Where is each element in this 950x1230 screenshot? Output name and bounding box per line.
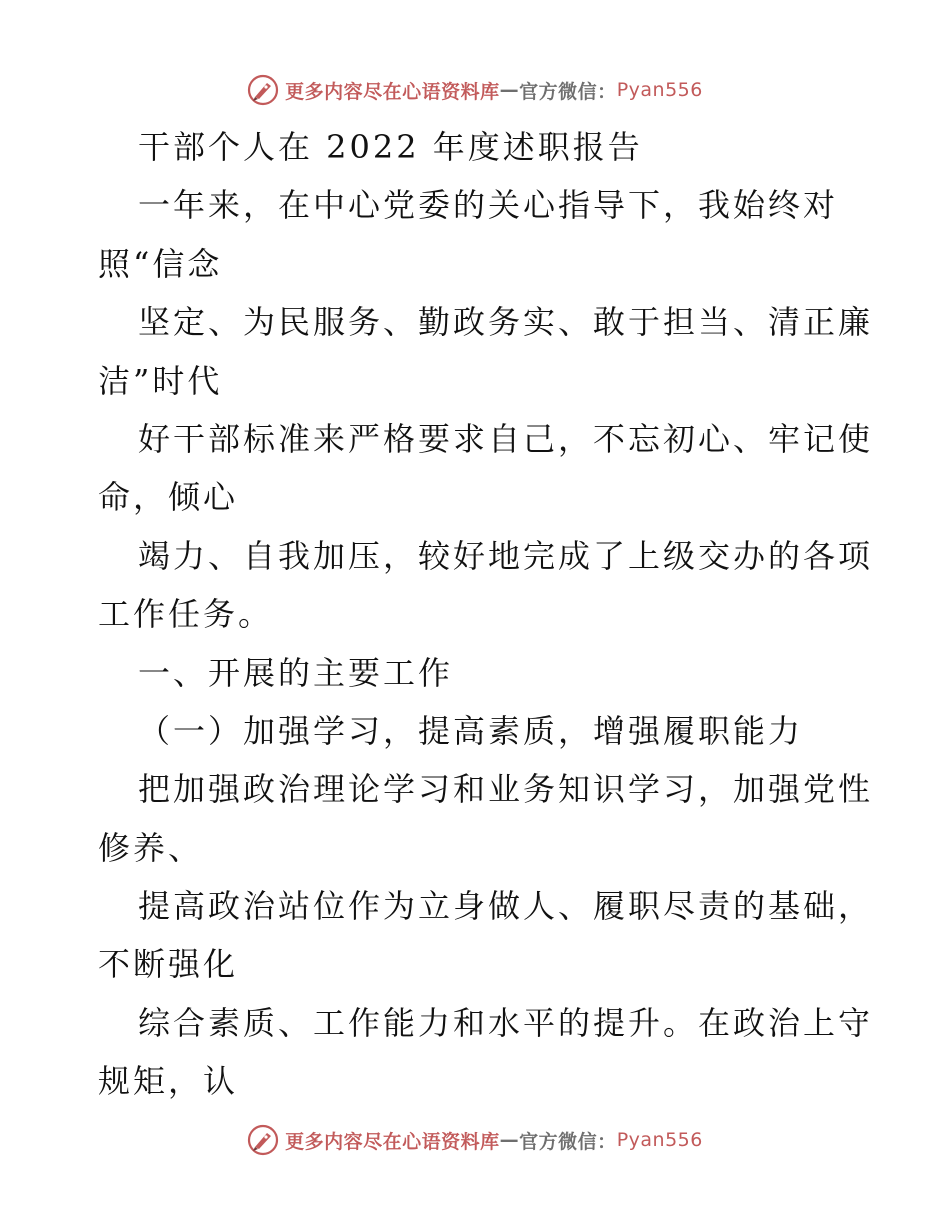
paragraph-line: 一年来，在中心党委的关心指导下，我始终对 — [138, 186, 839, 225]
paragraph-line: 不断强化 — [98, 945, 239, 984]
banner-wechat-label: 官方微信： — [519, 80, 617, 103]
paragraph-line: 洁”时代 — [98, 361, 223, 400]
paragraph-line: 工作任务。 — [98, 595, 274, 634]
paragraph-line: 命，倾心 — [98, 478, 239, 517]
banner-separator: — — [499, 79, 520, 101]
pen-nib-circle-icon — [247, 1124, 279, 1156]
paragraph-line: 照“信念 — [98, 244, 223, 283]
document-title: 干部个人在 2022 年度述职报告 — [138, 128, 643, 166]
pen-nib-circle-icon — [247, 74, 279, 106]
subsection-heading: （一）加强学习，提高素质，增强履职能力 — [138, 711, 804, 750]
paragraph-line: 竭力、自我加压，较好地完成了上级交办的各项 — [138, 536, 874, 575]
banner-separator: — — [499, 1129, 520, 1151]
banner-brand-text: 更多内容尽在心语资料库 — [285, 1130, 500, 1153]
paragraph-line: 提高政治站位作为立身做人、履职尽责的基础， — [138, 887, 874, 926]
banner-brand-text: 更多内容尽在心语资料库 — [285, 80, 500, 103]
banner-wechat-id: Pyan556 — [616, 1129, 703, 1151]
paragraph-line: 综合素质、工作能力和水平的提升。在政治上守 — [138, 1003, 874, 1042]
document-body — [98, 118, 874, 1111]
paragraph-line: 把加强政治理论学习和业务知识学习，加强党性 — [138, 770, 874, 809]
paragraph-line: 修养、 — [98, 828, 204, 867]
section-heading: 一、开展的主要工作 — [138, 653, 454, 692]
header-banner — [0, 70, 950, 110]
paragraph-line: 坚定、为民服务、勤政务实、敢于担当、清正廉 — [138, 303, 874, 342]
paragraph-line: 好干部标准来严格要求自己，不忘初心、牢记使 — [138, 419, 874, 458]
banner-wechat-id: Pyan556 — [616, 79, 703, 101]
footer-banner — [0, 1120, 950, 1160]
banner-wechat-label: 官方微信： — [519, 1130, 617, 1153]
paragraph-line: 规矩，认 — [98, 1062, 239, 1101]
